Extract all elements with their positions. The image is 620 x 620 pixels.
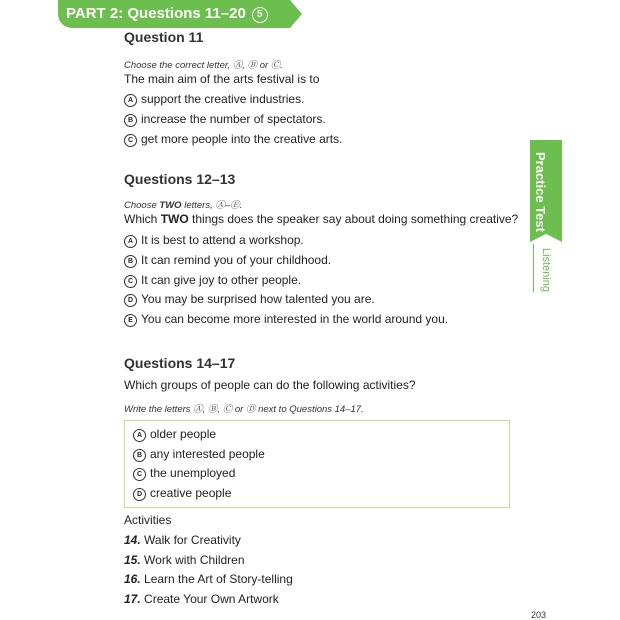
q11-stem: The main aim of the arts festival is to bbox=[124, 72, 320, 86]
box-option-d: D creative people bbox=[133, 486, 231, 501]
box-option-a: A older people bbox=[133, 427, 216, 442]
part-title: PART 2: Questions 11–20 5 bbox=[66, 5, 268, 23]
letter-c-icon: C bbox=[124, 134, 137, 147]
activity-17[interactable]: 17. Create Your Own Artwork bbox=[124, 592, 279, 606]
q12-option-c[interactable]: C It can give joy to other people. bbox=[124, 273, 301, 288]
q12-stem: Which TWO things does the speaker say about doing something creative? bbox=[124, 212, 519, 226]
q11-option-a[interactable]: A support the creative industries. bbox=[124, 92, 304, 107]
box-option-c: C the unemployed bbox=[133, 466, 235, 481]
activity-14[interactable]: 14. Walk for Creativity bbox=[124, 533, 241, 547]
q14-stem: Which groups of people can do the following activities? bbox=[124, 378, 416, 392]
q12-title: Questions 12–13 bbox=[124, 171, 236, 187]
q11-option-c[interactable]: C get more people into the creative arts. bbox=[124, 132, 342, 147]
section-tab-subtitle: Listening bbox=[540, 248, 552, 293]
letter-d-icon: D bbox=[133, 488, 146, 501]
letter-a-icon: A bbox=[124, 235, 137, 248]
activities-label: Activities bbox=[124, 513, 172, 527]
letter-e-icon: E bbox=[124, 314, 137, 327]
activity-16[interactable]: 16. Learn the Art of Story-telling bbox=[124, 572, 293, 586]
q11-option-b[interactable]: B increase the number of spectators. bbox=[124, 112, 326, 127]
q12-instruction: Choose TWO letters, Ⓐ–Ⓔ. bbox=[124, 200, 243, 211]
letter-d-icon: D bbox=[124, 294, 137, 307]
q12-option-a[interactable]: A It is best to attend a workshop. bbox=[124, 233, 304, 248]
letter-b-icon: B bbox=[124, 114, 137, 127]
page-number: 203 bbox=[531, 610, 547, 620]
letter-b-icon: B bbox=[124, 255, 137, 268]
letter-a-icon: A bbox=[133, 429, 146, 442]
audio-track-icon: 5 bbox=[252, 7, 268, 23]
options-box bbox=[124, 420, 510, 508]
q11-instruction: Choose the correct letter, Ⓐ, Ⓑ or Ⓒ. bbox=[124, 60, 283, 71]
q12-option-d[interactable]: D You may be surprised how talented you are. bbox=[124, 292, 375, 307]
activity-15[interactable]: 15. Work with Children bbox=[124, 553, 245, 567]
q12-option-e[interactable]: E You can become more interested in the world around you. bbox=[124, 312, 448, 327]
box-option-b: B any interested people bbox=[133, 447, 265, 462]
q12-option-b[interactable]: B It can remind you of your childhood. bbox=[124, 253, 331, 268]
letter-b-icon: B bbox=[133, 449, 146, 462]
letter-c-icon: C bbox=[124, 275, 137, 288]
letter-a-icon: A bbox=[124, 94, 137, 107]
side-divider bbox=[533, 244, 534, 292]
section-tab-title: Practice Test bbox=[533, 152, 548, 232]
q14-instruction: Write the letters Ⓐ, Ⓑ, Ⓒ or Ⓓ next to Questions 14–17. bbox=[124, 404, 364, 415]
letter-c-icon: C bbox=[133, 468, 146, 481]
q14-title: Questions 14–17 bbox=[124, 355, 236, 371]
q11-title: Question 11 bbox=[124, 29, 204, 45]
